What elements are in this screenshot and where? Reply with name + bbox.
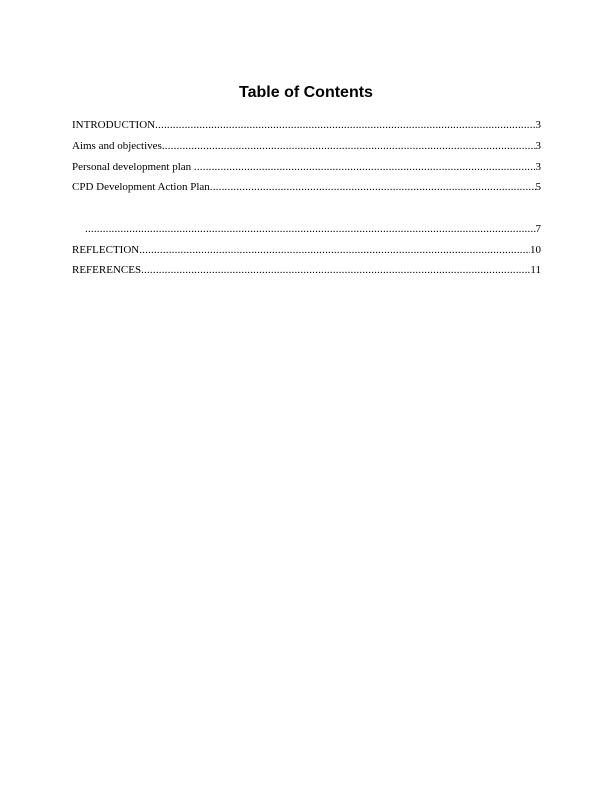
toc-entry-unlabeled[interactable] [85,222,541,236]
toc-entry-references[interactable] [72,263,541,277]
toc-entry-personal-development-plan[interactable] [72,160,541,174]
toc-dot-leader [141,263,530,277]
toc-entry-page-number: 3 [535,161,541,173]
toc-dot-leader [85,222,536,236]
toc-dot-leader [139,243,530,257]
toc-entry-cpd-development-action-plan[interactable] [72,180,541,194]
toc-entry-label: REFLECTION [72,244,140,256]
toc-entry-page-number: 3 [535,119,541,131]
toc-entry-label: REFERENCES [72,264,142,276]
toc-dot-leader [194,160,536,174]
toc-dot-leader [155,118,535,132]
toc-entry-introduction[interactable] [72,118,541,132]
toc-entry-page-number: 5 [535,181,541,193]
toc-entry-page-number: 11 [530,264,541,276]
toc-title: Table of Contents [239,84,373,101]
toc-entry-label: INTRODUCTION [72,119,156,131]
toc-entry-reflection[interactable] [72,243,541,257]
toc-entry-page-number: 7 [535,223,541,235]
toc-entry-label: Personal development plan [72,161,194,173]
toc-entry-label: CPD Development Action Plan [72,181,210,193]
toc-entry-label: Aims and objectives [72,140,162,152]
toc-entry-page-number: 10 [530,244,541,256]
toc-dot-leader [210,180,536,194]
toc-entry-page-number: 3 [535,140,541,152]
toc-entry-aims-and-objectives[interactable] [72,139,541,153]
toc-dot-leader [162,139,536,153]
